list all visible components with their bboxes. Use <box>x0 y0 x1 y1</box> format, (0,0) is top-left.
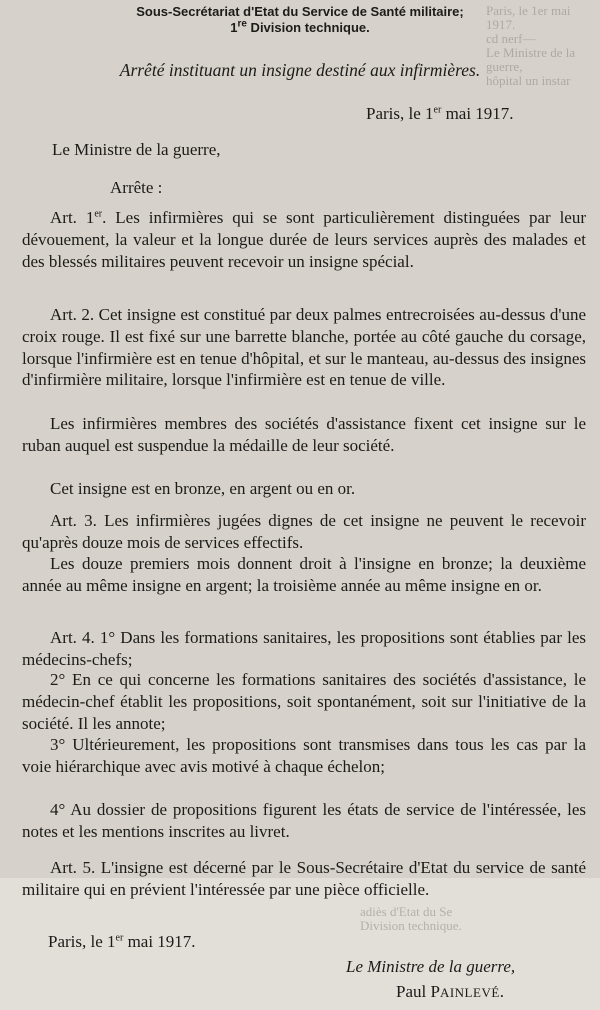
article-4-p2: 2° En ce qui concerne les formations sanitaires des sociétés d'assistance, le médecin-chef établit les propositions, soit spontanément, soit sur l'initiative de la société. Il les annote; <box>22 670 586 733</box>
header-line-2: 1re Division technique. <box>230 18 370 35</box>
date-prefix: Paris, le 1 <box>366 104 434 123</box>
bleed-through-bottom <box>360 905 510 933</box>
article-1-label: Art. 1 <box>50 208 95 227</box>
header-sup: re <box>237 18 247 30</box>
bleed-line: cd nerf— <box>486 31 536 46</box>
article-3-p1: Art. 3. Les infirmières jugées dignes de cet insigne ne peuvent le recevoir qu'après douze mois de services effectifs. <box>22 511 586 552</box>
date-suffix: mai 1917. <box>441 104 514 123</box>
place-date <box>366 104 514 124</box>
addressee: Le Ministre de la guerre, <box>52 140 221 159</box>
signature-name <box>396 982 504 1002</box>
closing-date-suffix: mai 1917. <box>123 932 196 951</box>
page-title: Arrêté instituant un insigne destiné aux infirmières. <box>119 60 481 80</box>
bleed-line: Paris, le 1er mai 1917. <box>486 3 571 32</box>
article-1 <box>22 207 586 272</box>
article-3-p2: Les douze premiers mois donnent droit à l'insigne en bronze; la deuxième année au même insigne en argent; la troisième année au même insigne en or. <box>22 554 586 595</box>
bleed-line: adiès d'Etat du Se <box>360 904 453 919</box>
signature-end: . <box>499 982 505 1001</box>
signature-first-name: Paul <box>396 982 431 1001</box>
signature-role: Le Ministre de la guerre, <box>346 957 516 976</box>
bleed-line: Le Ministre de la guerre, <box>486 45 576 74</box>
decree-word: Arrête : <box>110 178 163 197</box>
article-1-text: . Les infirmières qui se sont particulièrement distinguées par leur dévouement, la valeur et la longue durée de leurs services auprès des malades et des blessés militaires peuvent recevoir un insigne spécial. <box>22 208 586 271</box>
bleed-line: Division technique. <box>360 918 462 933</box>
closing-date-sup: er <box>115 932 124 944</box>
article-5: Art. 5. L'insigne est décerné par le Sous-Secrétaire d'Etat du service de santé militaire qui en prévient l'intéressée par une pièce officielle. <box>22 858 586 899</box>
bleed-line: hôpital un instar <box>486 73 571 88</box>
article-1-sup: er <box>94 208 103 220</box>
header-line-1: Sous-Secrétariat d'Etat du Service de Santé militaire; <box>136 4 464 19</box>
closing-date <box>48 932 196 952</box>
signature-last-initial: P <box>430 982 440 1001</box>
article-4-p3: 3° Ultérieurement, les propositions sont transmises dans tous les cas par la voie hiérarchique avec avis motivé à chaque échelon; <box>22 735 586 776</box>
date-sup: er <box>433 104 442 116</box>
article-4-p1: Art. 4. 1° Dans les formations sanitaires, les propositions sont établies par les médecins-chefs; <box>22 628 586 669</box>
article-2-p1: Art. 2. Cet insigne est constitué par deux palmes entrecroisées au-dessus d'une croix rouge. Il est fixé sur une barrette blanche, portée au côté gauche du corsage, lorsque l'infirmière est en tenue d'hôpital, et sur le manteau, au-dessus des insignes d'infirmière militaire, lorsque l'infirmière est en tenue de ville. <box>22 305 586 390</box>
article-2-p2: Les infirmières membres des sociétés d'assistance fixent cet insigne sur le ruban auquel est suspendue la médaille de leur société. <box>22 414 586 455</box>
closing-date-prefix: Paris, le 1 <box>48 932 116 951</box>
article-4-p4: 4° Au dossier de propositions figurent les états de service de l'intéressée, les notes et les mentions inscrites au livret. <box>22 800 586 841</box>
header-division: Division technique. <box>246 20 370 35</box>
article-2-p3: Cet insigne est en bronze, en argent ou en or. <box>50 479 356 498</box>
signature-last-name: AINLEVÉ <box>439 985 500 1000</box>
